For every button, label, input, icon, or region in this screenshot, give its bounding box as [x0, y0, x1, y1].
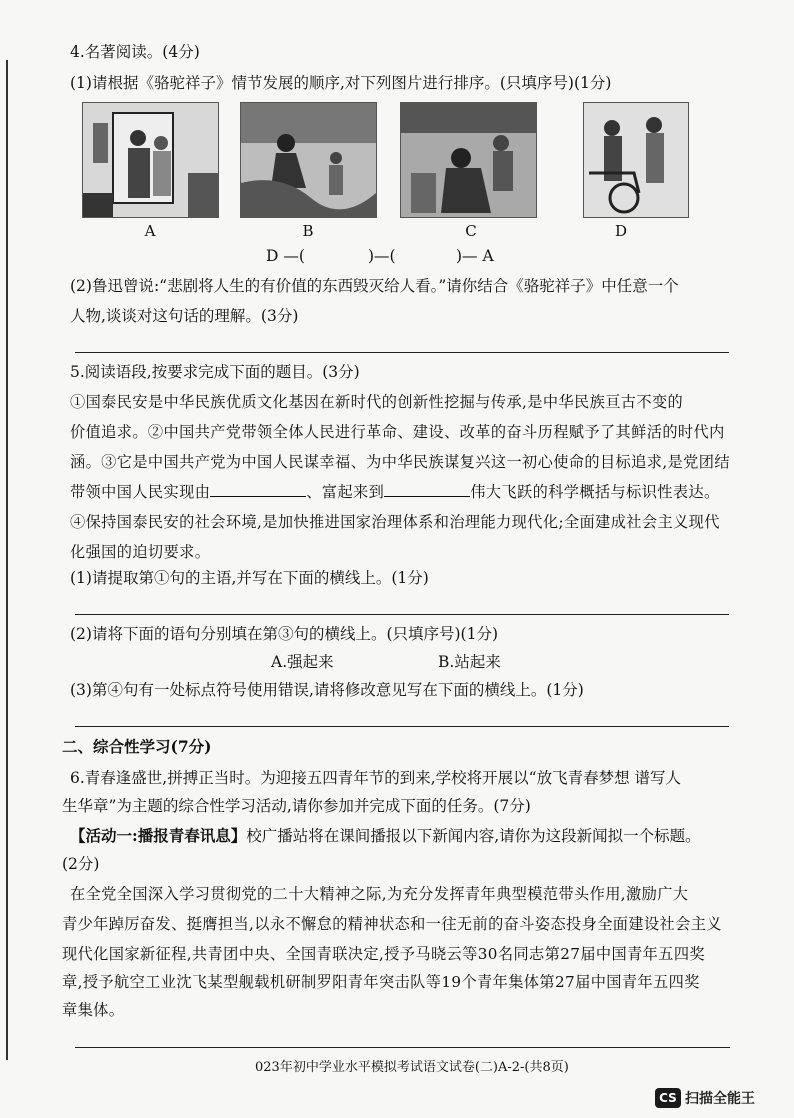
watermark-text: 扫描全能王	[685, 1091, 755, 1107]
scanner-watermark	[655, 1088, 755, 1108]
picture-b-illustration	[241, 103, 376, 217]
passage-blank-2[interactable]	[384, 482, 470, 497]
q5-sub3-answer-line[interactable]	[75, 726, 729, 727]
picture-d	[583, 102, 689, 218]
picture-a-label: A	[144, 222, 156, 240]
activity1-line	[70, 826, 701, 846]
blank-line-part3: 伟大飞跃的科学概括与标识性表达。	[470, 483, 720, 501]
news-line1: 在全党全国深入学习贯彻党的二十大精神之际,为充分发挥青年典型模范带头作用,激励广大	[70, 885, 689, 903]
picture-b	[240, 102, 377, 218]
q4-sub2-line1: (2)鲁迅曾说:“悲剧将人生的有价值的东西毁灭给人看。”请你结合《骆驼祥子》中任意一个	[70, 277, 679, 295]
blank-line-part2: 、富起来到	[306, 483, 385, 501]
picture-c-illustration	[401, 103, 536, 217]
news-line4: 章,授予航空工业沈飞某型舰载机研制罗阳青年突击队等19个青年集体第27届中国青年五四奖	[62, 973, 700, 991]
q4-sub2-line2: 人物,谈谈对这句话的理解。(3分)	[70, 307, 299, 325]
news-line5: 章集体。	[62, 1001, 125, 1019]
q5-passage-line6: 化强国的迫切要求。	[70, 543, 211, 561]
q6-line1: 6.青春逢盛世,拼搏正当时。为迎接五四青年节的到来,学校将开展以“放飞青春梦想 谱写人	[70, 769, 681, 787]
news-line3: 现代化国家新征程,共青团中央、全国青联决定,授予马晓云等30名同志第27届中国青年五四奖	[62, 945, 706, 963]
q5-sub3: (3)第④句有一处标点符号使用错误,请将修改意见写在下面的横线上。(1分)	[70, 681, 584, 699]
order-part-3: )— A	[456, 247, 494, 265]
order-part-2: )—(	[368, 247, 396, 265]
news-line2: 青少年踔厉奋发、挺膺担当,以永不懈怠的精神状态和一往无前的奋斗姿态投身全面建设社会主义	[62, 915, 722, 933]
q5-sub1: (1)请提取第①句的主语,并写在下面的横线上。(1分)	[70, 569, 429, 587]
section2-title: 二、综合性学习(7分)	[62, 737, 212, 756]
activity1-score: (2分)	[62, 855, 100, 873]
q4-answer-line[interactable]	[75, 352, 729, 353]
q5-passage-line3: 涵。③它是中国共产党为中国人民谋幸福、为中华民族谋复兴这一初心使命的目标追求,是党团结	[70, 453, 730, 471]
footer-rule	[75, 1047, 730, 1048]
q5-passage-blank-line	[70, 482, 720, 502]
picture-c-label: C	[465, 222, 477, 240]
binding-margin-line	[6, 60, 8, 1060]
q4-sub1: (1)请根据《骆驼祥子》情节发展的顺序,对下列图片进行排序。(只填序号)(1分)	[70, 74, 612, 92]
picture-b-label: B	[302, 222, 314, 240]
blank-line-part1: 带领中国人民实现由	[70, 483, 211, 501]
camscanner-logo-icon: CS	[655, 1088, 681, 1108]
q4-title: 4.名著阅读。(4分)	[70, 43, 200, 61]
activity1-title: 【活动一:播报青春讯息】	[70, 826, 247, 845]
q5-option-b: B.站起来	[438, 653, 501, 671]
q5-passage-line1: ①国泰民安是中华民族优质文化基因在新时代的创新性挖掘与传承,是中华民族亘古不变的	[70, 393, 684, 411]
passage-blank-1[interactable]	[210, 482, 306, 497]
q5-option-a: A.强起来	[271, 653, 334, 671]
q6-line2: 生华章”为主题的综合性学习活动,请你参加并完成下面的任务。(7分)	[62, 797, 531, 815]
picture-c	[400, 102, 537, 218]
picture-a-illustration	[83, 103, 218, 217]
picture-a	[82, 102, 219, 218]
q5-sub1-answer-line[interactable]	[75, 614, 729, 615]
q5-passage-line2: 价值追求。②中国共产党带领全体人民进行革命、建设、改革的奋斗历程赋予了其鲜活的时代内	[70, 423, 725, 441]
activity1-text: 校广播站将在课间播报以下新闻内容,请你为这段新闻拟一个标题。	[246, 827, 701, 845]
page-footer: 023年初中学业水平模拟考试语文试卷(二)A-2-(共8页)	[255, 1060, 569, 1075]
picture-d-label: D	[614, 222, 628, 240]
order-part-1: D —(	[266, 247, 305, 265]
q5-passage-line5: ④保持国泰民安的社会环境,是加快推进国家治理体系和治理能力现代化;全面建成社会主义现代	[70, 513, 720, 531]
q5-sub2: (2)请将下面的语句分别填在第③句的横线上。(只填序号)(1分)	[70, 625, 499, 643]
q5-title: 5.阅读语段,按要求完成下面的题目。(3分)	[70, 363, 360, 381]
picture-d-illustration	[584, 103, 688, 217]
